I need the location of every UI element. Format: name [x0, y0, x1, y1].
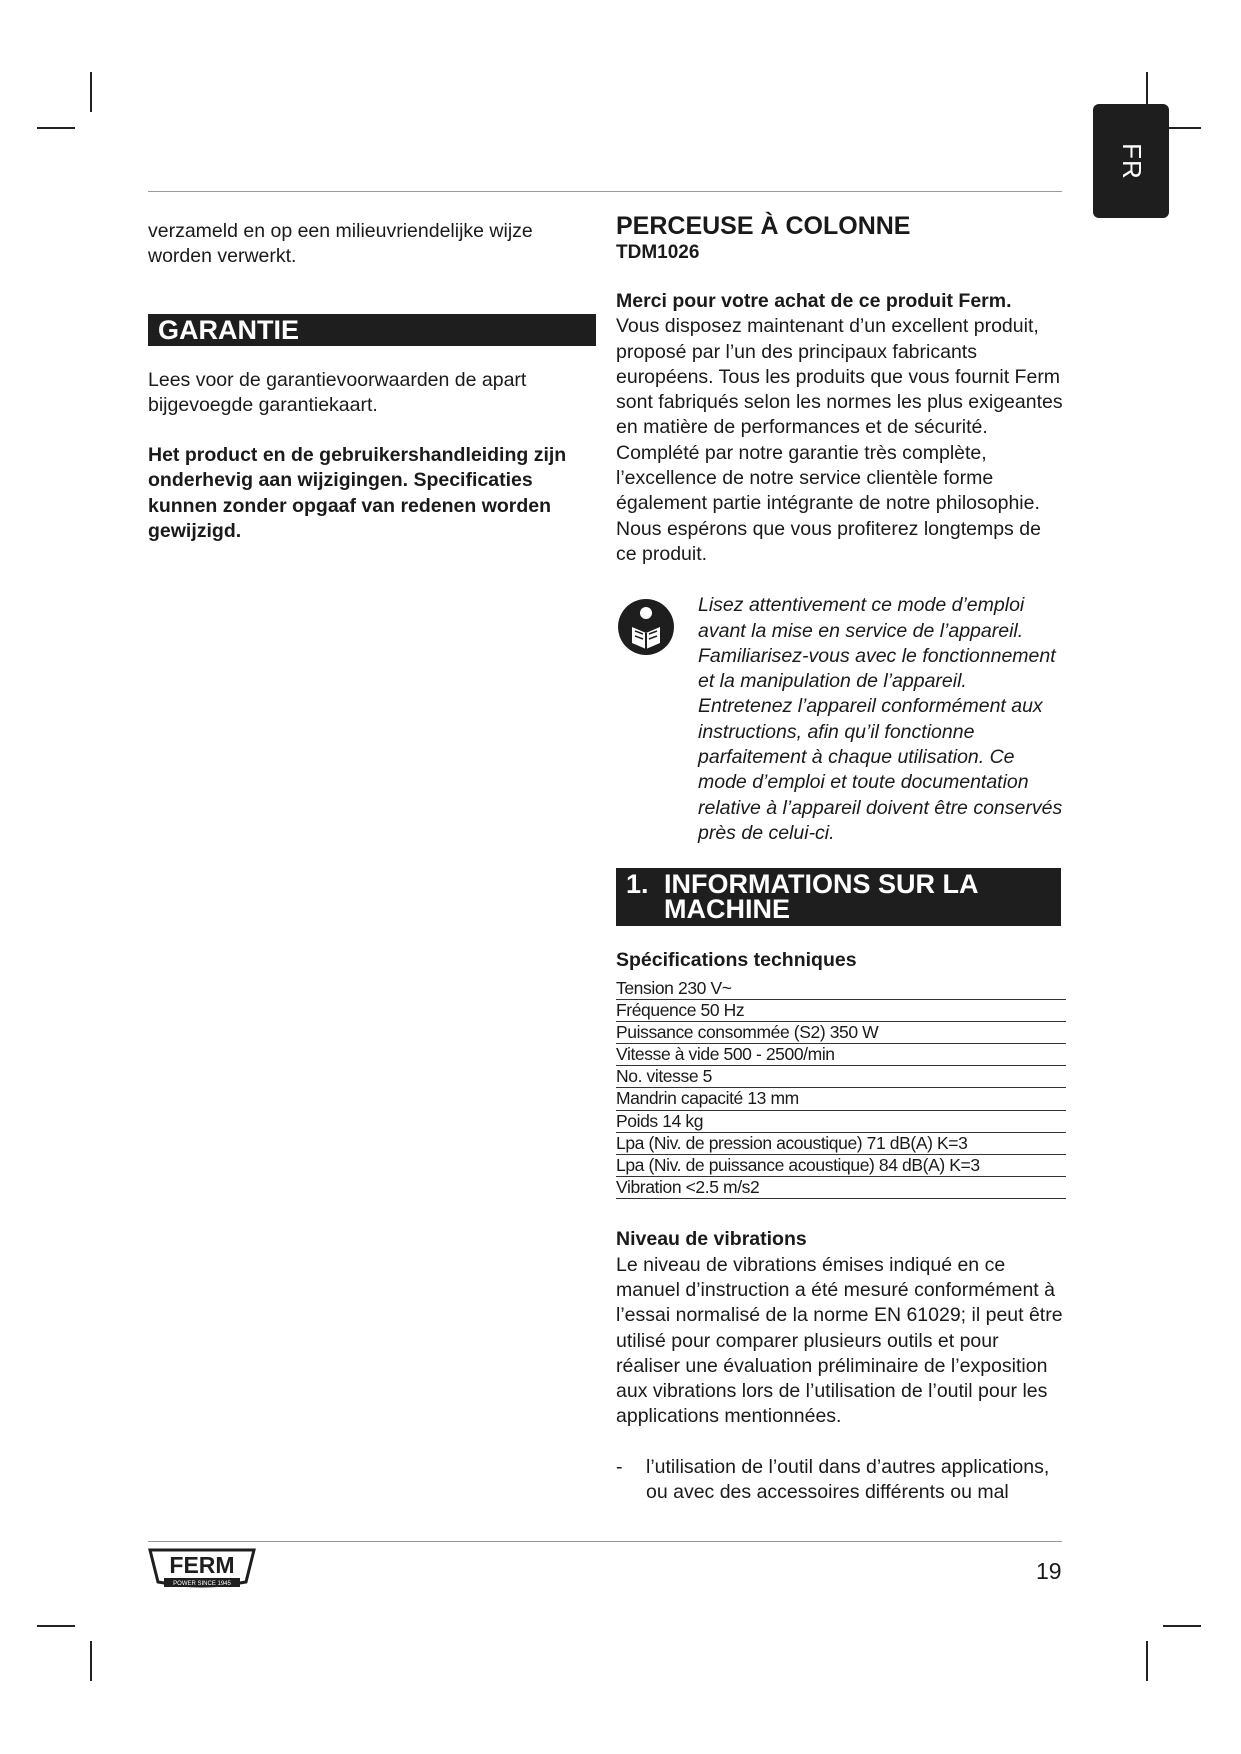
- crop-mark: [1146, 1641, 1148, 1681]
- disclaimer-text: Het product en de gebruikershandleiding zijn onderhevig aan wijzigingen. Specificaties kunnen zonder opgaaf van redenen worden gewijzigd.: [148, 444, 567, 543]
- thanks-heading: Merci pour votre achat de ce produit Ferm.: [616, 290, 1012, 312]
- section-heading-informations: [616, 868, 1061, 926]
- specs-heading: Spécifications techniques: [616, 949, 857, 972]
- header-divider: [148, 191, 1062, 192]
- ferm-logo: [148, 1546, 256, 1593]
- left-column: [148, 219, 598, 544]
- vibration-heading: Niveau de vibrations: [616, 1228, 807, 1251]
- read-manual-icon: [616, 597, 676, 657]
- bullet-dash: -: [616, 1455, 623, 1478]
- spec-row: Poids 14 kg: [616, 1111, 1066, 1133]
- notice-text: Lisez attentivement ce mode d’emploi avant la mise en service de l’appareil. Familiarisez-vous avec le fonctionnement et la manipulation de l’appareil. Entretenez l’appareil conformément aux instructions, afin qu’il fonctionne parfaitement à chaque utilisation. Ce mode d’emploi et toute documentation relative à l’appareil doivent être conservés près de celui-ci.: [698, 594, 1063, 844]
- bullet-item: [616, 1455, 1066, 1506]
- spec-row: Puissance consommée (S2) 350 W: [616, 1022, 1066, 1044]
- product-model: TDM1026: [616, 242, 700, 263]
- logo-text: FERM: [169, 1552, 235, 1578]
- left-intro-text: verzameld en op een milieuvriendelijke wijze worden verwerkt.: [148, 220, 533, 268]
- language-tab: [1093, 104, 1169, 218]
- spec-row: Lpa (Niv. de puissance acoustique) 84 dB(A) K=3: [616, 1155, 1066, 1177]
- crop-mark: [90, 72, 92, 112]
- garantie-heading: GARANTIE: [148, 314, 596, 346]
- spec-row: No. vitesse 5: [616, 1066, 1066, 1088]
- crop-mark: [37, 127, 75, 129]
- footer-divider: [148, 1541, 1062, 1542]
- spec-row: Vibration <2.5 m/s2: [616, 1177, 1066, 1199]
- right-column: [616, 211, 1066, 1505]
- crop-mark: [1163, 1625, 1201, 1627]
- section-title-line1: INFORMATIONS SUR LA: [664, 869, 979, 900]
- section-number: 1.: [626, 869, 649, 900]
- section-title-line2: MACHINE: [664, 894, 790, 925]
- crop-mark: [37, 1625, 75, 1627]
- vibration-text: Le niveau de vibrations émises indiqué en ce manuel d’instruction a été mesuré conformément à l’essai normalisé de la norme EN 61029; il peut être utilisé pour comparer plusieurs outils et pour réaliser une évaluation préliminaire de l’exposition aux vibrations lors de l’utilisation de l’outil pour les applications mentionnées.: [616, 1253, 1063, 1428]
- language-label: FR: [1116, 142, 1147, 180]
- bullet-text: l’utilisation de l’outil dans d’autres applications, ou avec des accessoires différents ou mal: [646, 1455, 1050, 1504]
- spec-row: Lpa (Niv. de pression acoustique) 71 dB(A) K=3: [616, 1133, 1066, 1155]
- garantie-text: Lees voor de garantievoorwaarden de apart bijgevoegde garantiekaart.: [148, 368, 527, 416]
- product-title: PERCEUSE À COLONNE: [616, 212, 911, 240]
- spec-row: Vitesse à vide 500 - 2500/min: [616, 1044, 1066, 1066]
- logo-tagline: POWER SINCE 1945: [173, 1581, 231, 1587]
- spec-row: Mandrin capacité 13 mm: [616, 1088, 1066, 1110]
- spec-row: Fréquence 50 Hz: [616, 1000, 1066, 1022]
- read-manual-notice: [616, 593, 1066, 846]
- page-number: 19: [1036, 1558, 1062, 1584]
- crop-mark: [90, 1641, 92, 1681]
- specs-table: [616, 978, 1066, 1200]
- spec-row: Tension 230 V~: [616, 978, 1066, 1000]
- intro-text: Vous disposez maintenant d’un excellent produit, proposé par l’un des principaux fabricants européens. Tous les produits que vous fournit Ferm sont fabriqués selon les normes les plus exigeantes en matière de performances et de sécurité. Complété par notre garantie très complète, l’excellence de notre service clientèle forme également partie intégrante de notre philosophie. Nous espérons que vous profiterez longtemps de ce produit.: [616, 315, 1063, 565]
